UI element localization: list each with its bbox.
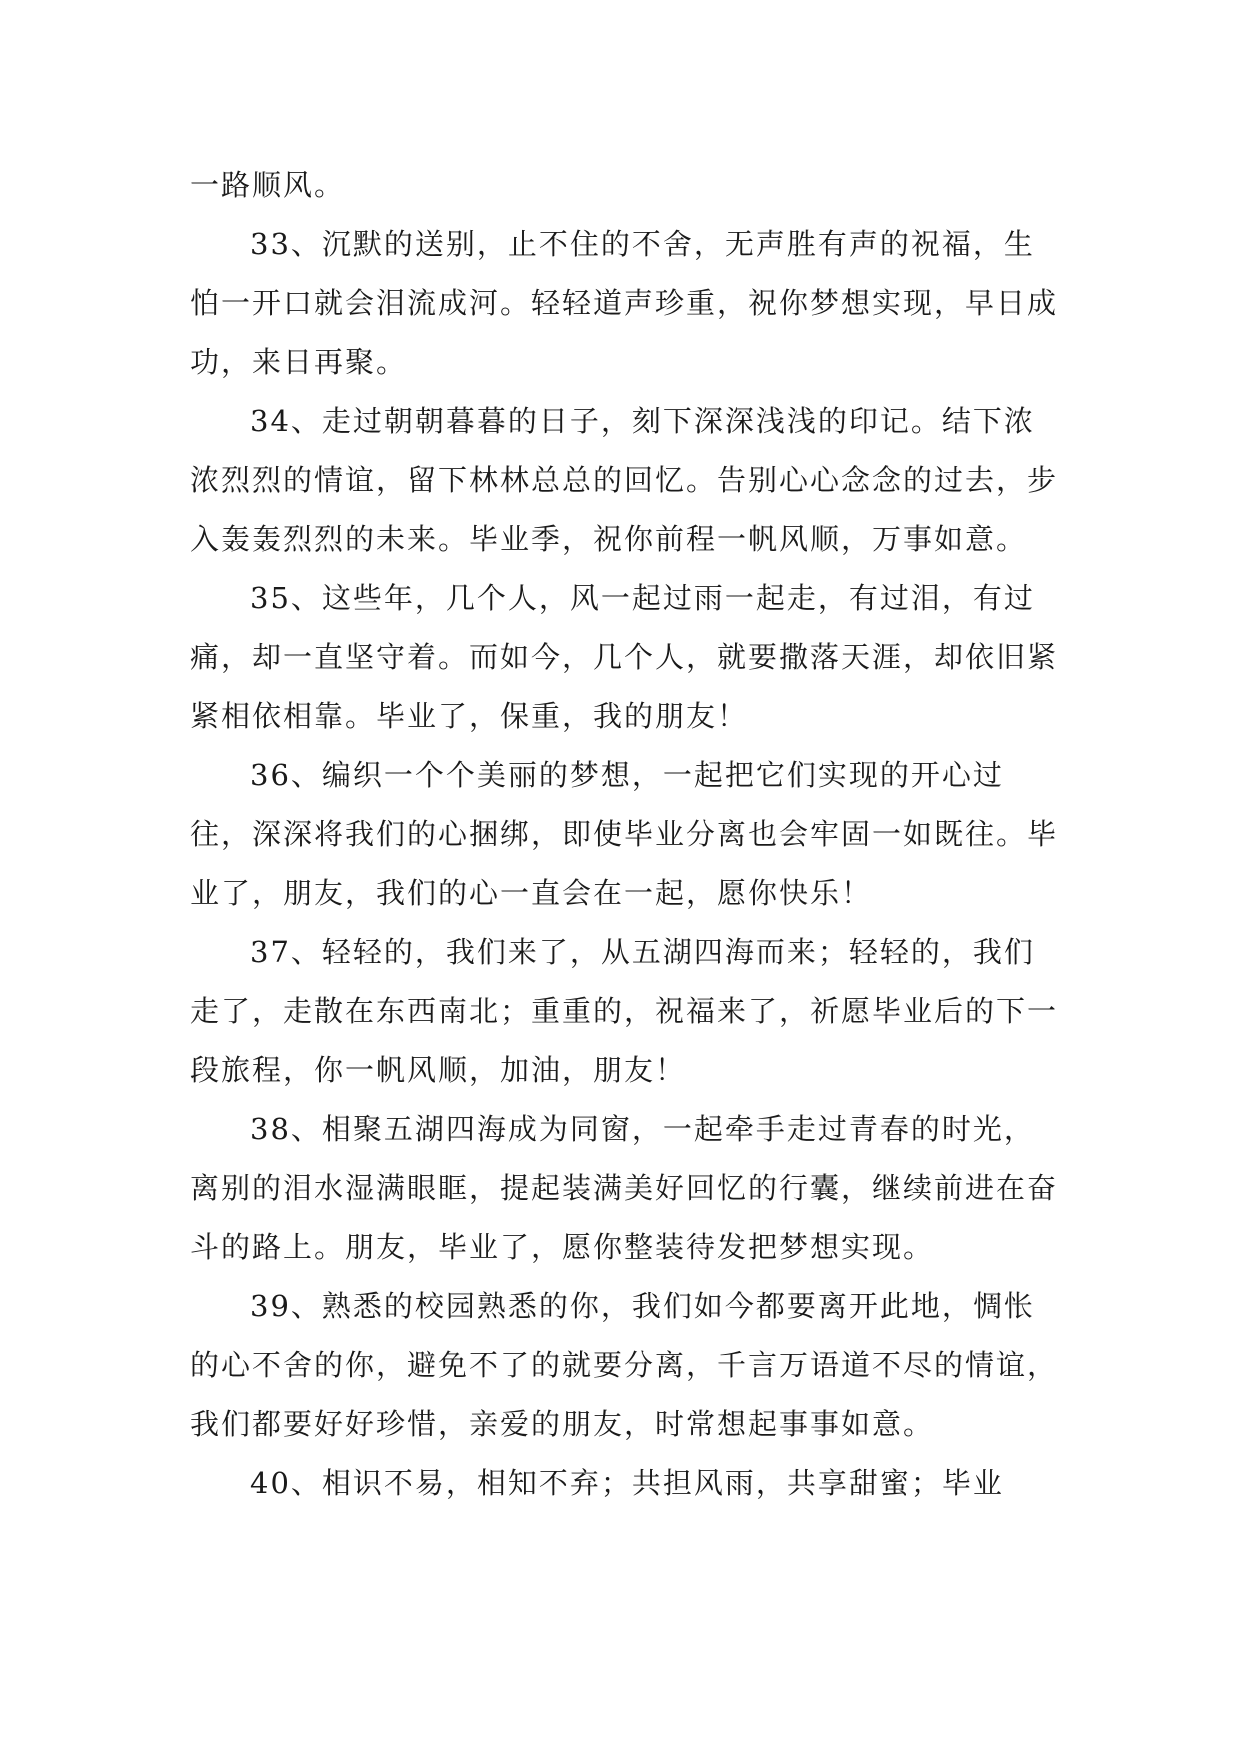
paragraph-34: 34、走过朝朝暮暮的日子，刻下深深浅浅的印记。结下浓浓烈烈的情谊，留下林林总总的回忆。告别心心念念的过去，步入轰轰烈烈的未来。毕业季，祝你前程一帆风顺，万事如意。 <box>190 404 1059 556</box>
paragraph-40: 40、相识不易，相知不弃；共担风雨，共享甜蜜；毕业 <box>250 1466 1004 1500</box>
paragraph-38: 38、相聚五湖四海成为同窗，一起牵手走过青春的时光，离别的泪水湿满眼眶，提起装满美好回忆的行囊，继续前进在奋斗的路上。朋友，毕业了，愿你整装待发把梦想实现。 <box>190 1112 1059 1264</box>
paragraph-37: 37、轻轻的，我们来了，从五湖四海而来；轻轻的，我们走了，走散在东西南北；重重的，祝福来了，祈愿毕业后的下一段旅程，你一帆风顺，加油，朋友！ <box>190 935 1059 1087</box>
paragraph-35: 35、这些年，几个人，风一起过雨一起走，有过泪，有过痛，却一直坚守着。而如今，几个人，就要撒落天涯，却依旧紧紧相依相靠。毕业了，保重，我的朋友！ <box>190 581 1059 733</box>
paragraph-39: 39、熟悉的校园熟悉的你，我们如今都要离开此地，惆怅的心不舍的你，避免不了的就要分离，千言万语道不尽的情谊，我们都要好好珍惜，亲爱的朋友，时常想起事事如意。 <box>190 1289 1059 1441</box>
document-body <box>190 156 1060 1513</box>
paragraph-1: 一路顺风。 <box>190 168 346 202</box>
paragraph-33: 33、沉默的送别，止不住的不舍，无声胜有声的祝福，生怕一开口就会泪流成河。轻轻道声珍重，祝你梦想实现，早日成功，来日再聚。 <box>190 227 1059 379</box>
paragraph-36: 36、编织一个个美丽的梦想，一起把它们实现的开心过往，深深将我们的心捆绑，即使毕业分离也会牢固一如既往。毕业了，朋友，我们的心一直会在一起，愿你快乐！ <box>190 758 1059 910</box>
